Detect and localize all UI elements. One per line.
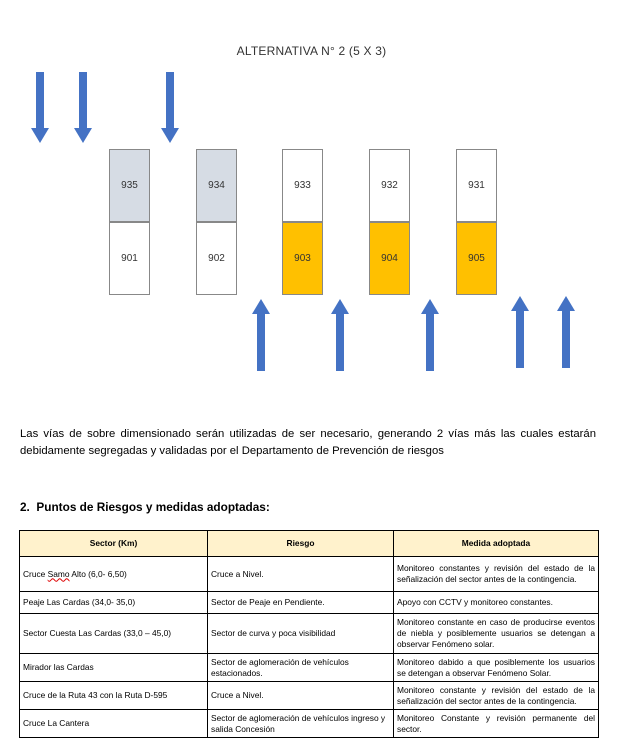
cell-medida: Monitoreo Constante y revisión permanente del sector.: [394, 710, 599, 738]
lane-cell-top: 931: [456, 149, 497, 222]
diagram-title: ALTERNATIVA N° 2 (5 X 3): [236, 44, 387, 58]
table-row: [20, 682, 599, 710]
lane-cell-bottom: 904: [369, 222, 410, 295]
up-arrow-icon: [420, 299, 440, 371]
section-title: Puntos de Riesgos y medidas adoptadas:: [36, 500, 270, 514]
lane-cell-bottom: 905: [456, 222, 497, 295]
cell-medida: Monitoreo constante y revisión del estado de la señalización del sector antes de la contingencia.: [394, 682, 599, 710]
cell-riesgo: Sector de curva y poca visibilidad: [208, 614, 394, 654]
cell-riesgo: Sector de Peaje en Pendiente.: [208, 592, 394, 614]
cell-riesgo: Cruce a Nivel.: [208, 557, 394, 592]
cell-sector: Peaje Las Cardas (34,0- 35,0): [20, 592, 208, 614]
up-arrow-icon: [330, 299, 350, 371]
lane-cell-top: 934: [196, 149, 237, 222]
section-heading: [20, 500, 270, 514]
cell-sector: Mirador las Cardas: [20, 654, 208, 682]
up-arrow-icon: [510, 296, 530, 368]
lane-cell-top: 935: [109, 149, 150, 222]
table-row: [20, 592, 599, 614]
misspelled-word: Samo: [47, 568, 70, 579]
cell-sector: Cruce de la Ruta 43 con la Ruta D-595: [20, 682, 208, 710]
body-paragraph: Las vías de sobre dimensionado serán utilizadas de ser necesario, generando 2 vías más las cuales estarán debidamente segregadas y validadas por el Departamento de Prevención de riesgos: [20, 428, 596, 457]
cell-sector: [20, 557, 208, 592]
table-row: [20, 614, 599, 654]
lane-cell-top: 933: [282, 149, 323, 222]
table-row: [20, 557, 599, 592]
down-arrow-icon: [30, 72, 50, 144]
cell-sector: Sector Cuesta Las Cardas (33,0 – 45,0): [20, 614, 208, 654]
cell-riesgo: Sector de aglomeración de vehículos estacionados.: [208, 654, 394, 682]
up-arrow-icon: [251, 299, 271, 371]
up-arrow-icon: [556, 296, 576, 368]
cell-medida: Apoyo con CCTV y monitoreo constantes.: [394, 592, 599, 614]
lane-cell-bottom: 902: [196, 222, 237, 295]
sector-text: Cruce: [23, 568, 48, 579]
down-arrow-icon: [73, 72, 93, 144]
sector-text: Alto (6,0- 6,50): [69, 568, 127, 579]
column-header-sector: Sector (Km): [20, 531, 208, 557]
cell-medida: Monitoreo dabido a que posiblemente los usuarios se detengan a observar Fenómeno Solar.: [394, 654, 599, 682]
cell-medida: Monitoreo constante en caso de producirse eventos de niebla y posiblemente usuarios se detengan a observar Fenómeno solar.: [394, 614, 599, 654]
table-header-row: [20, 531, 599, 557]
risk-table: [19, 530, 599, 738]
section-number: 2.: [20, 500, 30, 514]
cell-riesgo: Sector de aglomeración de vehículos ingreso y salida Concesión: [208, 710, 394, 738]
column-header-riesgo: Riesgo: [208, 531, 394, 557]
column-header-medida: Medida adoptada: [394, 531, 599, 557]
cell-medida: Monitoreo constantes y revisión del estado de la señalización del sector antes de la contingencia.: [394, 557, 599, 592]
lane-cell-top: 932: [369, 149, 410, 222]
lane-cell-bottom: 903: [282, 222, 323, 295]
down-arrow-icon: [160, 72, 180, 144]
table-row: [20, 654, 599, 682]
lane-cell-bottom: 901: [109, 222, 150, 295]
cell-riesgo: Cruce a Nivel.: [208, 682, 394, 710]
table-row: [20, 710, 599, 738]
cell-sector: Cruce La Cantera: [20, 710, 208, 738]
